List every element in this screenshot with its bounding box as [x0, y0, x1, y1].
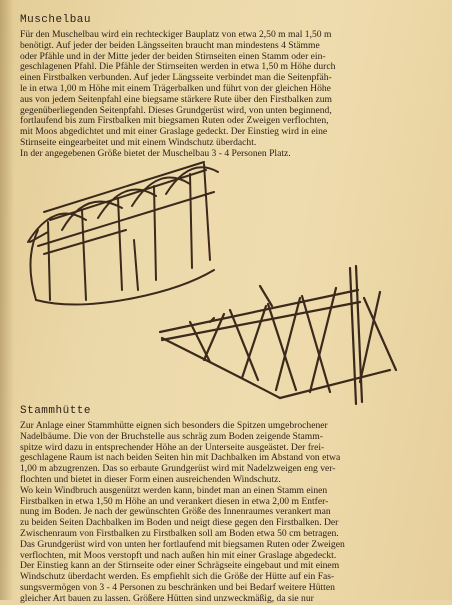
text-line: Nadelbäume. Die von der Bruchstelle aus schräg zum Boden zeigende Stamm-	[20, 431, 323, 442]
text-line: sungsvermögen von 3 - 4 Personen zu beschränken und bei Bedarf weitere Hütten	[20, 582, 335, 593]
text-line: Das Grundgerüst wird von unten her fortlaufend mit biegsamen Ruten oder Zweigen	[20, 539, 345, 550]
text-line: Zur Anlage einer Stammhütte eignen sich besonders die Spitzen umgebrochener	[20, 421, 328, 431]
text-line: benötigt. Auf jeder der beiden Längsseiten braucht man mindestens 4 Stämme	[20, 40, 320, 51]
text-line: Der Einstieg kann an der Stirnseite oder einer Schrägseite eingebaut und mit einem	[20, 561, 340, 572]
text-line: Wo kein Windbruch ausgenützt werden kann, bindet man an einen Stamm einen	[20, 485, 328, 496]
text-line: geschlagenen Pfahl. Die Pfähle der Stirnseiten werden in etwa 1,50 m Höhe durch	[20, 62, 336, 73]
text-line: Stirnseite eingearbeitet und mit einem Windschutz überdacht.	[20, 137, 257, 148]
muschelbau-paragraph	[20, 30, 434, 160]
text-line: nung im Boden. Je nach der gewünschten Größe des Innenraumes verankert man	[20, 507, 331, 518]
text-line: fortlaufend bis zum Firstbalken mit biegsamen Ruten oder Zweigen verflochten,	[20, 116, 329, 127]
text-line: mit Moos abgedichtet und mit einer Graslage gedeckt. Der Einstieg wird in eine	[20, 127, 328, 138]
text-line: 1,00 m abzugrenzen. Das so erbaute Grundgerüst wird mit Nadelzweigen eng ver-	[20, 464, 336, 475]
text-line: einen Firstbalken verbunden. Auf jeder Längsseite verbindet man die Seitenpfäh-	[20, 73, 332, 84]
text-line: Zwischenraum von Firstbalken zu Firstbalken soll am Boden etwa 50 cm betragen.	[20, 528, 339, 539]
text-line: gleicher Art bauen zu lassen. Größere Hütten sind unzweckmäßig, da sie nur	[20, 593, 314, 604]
text-line: oder Pfähle und in der Mitte jeder der beiden Stirnseiten einen Stamm oder ein-	[20, 51, 326, 62]
page-gutter-shadow	[0, 0, 14, 600]
text-line: Firstbalken in etwa 1,50 m Höhe an und verankert diesen in etwa 2,00 m Entfer-	[20, 496, 329, 507]
stammhuette-frame-sketch	[150, 262, 410, 412]
stammhuette-paragraph	[20, 421, 434, 605]
text-line: geschlagene Raum ist nach beiden Seiten hin mit Dachbalken im Abstand von etwa	[20, 453, 341, 464]
text-line: spitze wird dazu in entsprechender Höhe an der Unterseite ausgeästet. Der frei-	[20, 442, 325, 453]
text-line: le in etwa 1,00 m Höhe mit einem Trägerbalken und führt von der gleichen Höhe	[20, 83, 331, 94]
text-line: Windschutz überdacht werden. Es empfiehlt sich die Größe der Hütte auf ein Fas-	[20, 572, 335, 583]
text-line: verflochten, mit Moos verstopft und nach außen hin mit einer Graslage abgedeckt.	[20, 550, 337, 561]
text-line: In der angegebenen Größe bietet der Muschelbau 3 - 4 Personen Platz.	[20, 148, 291, 159]
text-line: gegenüberliegenden Seitenpfahl. Dieses Grundgerüst wird, von unten beginnend,	[20, 105, 332, 116]
text-line: Für den Muschelbau wird ein rechteckiger Bauplatz von etwa 2,50 m mal 1,50 m	[20, 30, 332, 40]
text-line: zu beiden Seiten Dachbalken im Boden und neigt diese gegen den Firstbalken. Der	[20, 518, 339, 529]
text-line: aus von jedem Seitenpfahl eine biegsame stärkere Rute über den Firstbalken zum	[20, 94, 332, 105]
section-title-muschelbau: Muschelbau	[20, 14, 92, 26]
text-line: flochten und bietet in dieser Form einen ausreichenden Windschutz.	[20, 474, 281, 485]
section-title-stammhuette: Stammhütte	[20, 405, 92, 417]
